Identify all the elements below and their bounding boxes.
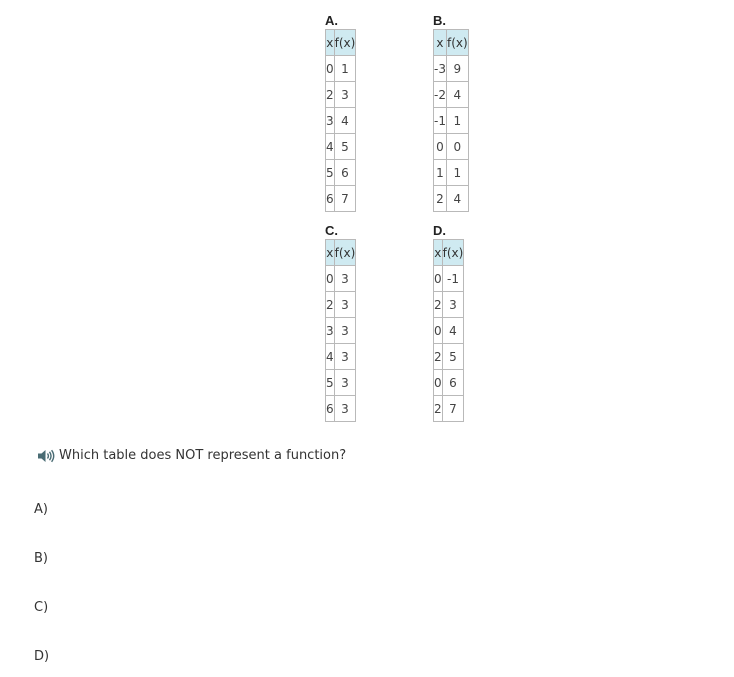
table-b-label: B.	[433, 13, 446, 28]
cell-fx: 1	[446, 160, 468, 186]
table-row	[434, 186, 469, 212]
cell-fx: 9	[446, 56, 468, 82]
table-row	[326, 160, 356, 186]
cell-fx: 7	[442, 396, 464, 422]
table-header-row	[326, 30, 356, 56]
cell-fx: 7	[334, 186, 356, 212]
table-row	[434, 82, 469, 108]
cell-x: 2	[434, 396, 443, 422]
cell-x: -3	[434, 56, 447, 82]
cell-fx: 3	[334, 318, 356, 344]
table-row	[434, 56, 469, 82]
cell-x: 2	[434, 344, 443, 370]
cell-fx: 5	[334, 134, 356, 160]
column-header-fx: f(x)	[442, 240, 464, 266]
table-row	[434, 370, 464, 396]
cell-x: 1	[434, 160, 447, 186]
answer-choice-c[interactable]: C)	[34, 600, 49, 615]
cell-fx: 3	[334, 344, 356, 370]
table-row	[434, 318, 464, 344]
cell-fx: 1	[334, 56, 356, 82]
table-c-label: C.	[325, 223, 338, 238]
cell-x: 2	[326, 82, 335, 108]
table-a	[325, 29, 356, 212]
cell-fx: 5	[442, 344, 464, 370]
table-d	[433, 239, 464, 422]
cell-fx: -1	[442, 266, 464, 292]
cell-fx: 3	[334, 266, 356, 292]
cell-x: 6	[326, 186, 335, 212]
table-row	[326, 318, 356, 344]
cell-fx: 3	[334, 370, 356, 396]
cell-fx: 0	[446, 134, 468, 160]
table-row	[434, 108, 469, 134]
table-row	[434, 134, 469, 160]
column-header-fx: f(x)	[446, 30, 468, 56]
cell-x: 0	[434, 370, 443, 396]
answer-choice-b[interactable]: B)	[34, 551, 48, 566]
cell-x: -1	[434, 108, 447, 134]
cell-x: 2	[434, 186, 447, 212]
cell-x: 4	[326, 344, 335, 370]
table-row	[326, 56, 356, 82]
cell-fx: 3	[334, 396, 356, 422]
table-d-label: D.	[433, 223, 446, 238]
cell-x: 0	[434, 266, 443, 292]
cell-x: 0	[326, 56, 335, 82]
answer-choice-a[interactable]: A)	[34, 502, 48, 517]
cell-fx: 3	[334, 292, 356, 318]
cell-x: 4	[326, 134, 335, 160]
table-row	[326, 108, 356, 134]
table-row	[326, 344, 356, 370]
table-row	[434, 292, 464, 318]
cell-x: 3	[326, 108, 335, 134]
cell-fx: 3	[334, 82, 356, 108]
table-row	[434, 266, 464, 292]
cell-fx: 3	[442, 292, 464, 318]
column-header-fx: f(x)	[334, 30, 356, 56]
speaker-icon[interactable]	[37, 449, 56, 463]
table-row	[326, 370, 356, 396]
table-row	[434, 396, 464, 422]
cell-fx: 6	[442, 370, 464, 396]
question-text: Which table does NOT represent a function?	[59, 448, 347, 463]
table-c	[325, 239, 356, 422]
column-header-x: x	[326, 240, 335, 266]
cell-fx: 4	[446, 82, 468, 108]
table-row	[326, 134, 356, 160]
column-header-fx: f(x)	[334, 240, 356, 266]
cell-x: 6	[326, 396, 335, 422]
cell-x: 0	[326, 266, 335, 292]
cell-x: 0	[434, 318, 443, 344]
table-header-row	[326, 240, 356, 266]
table-header-row	[434, 240, 464, 266]
table-row	[326, 396, 356, 422]
cell-fx: 4	[334, 108, 356, 134]
cell-fx: 4	[442, 318, 464, 344]
cell-x: 2	[434, 292, 443, 318]
cell-x: 0	[434, 134, 447, 160]
table-a-label: A.	[325, 13, 338, 28]
table-row	[326, 266, 356, 292]
cell-x: 5	[326, 160, 335, 186]
table-row	[434, 160, 469, 186]
cell-x: -2	[434, 82, 447, 108]
question-prompt	[37, 447, 346, 465]
column-header-x: x	[434, 30, 447, 56]
table-row	[326, 292, 356, 318]
answer-choice-d[interactable]: D)	[34, 649, 50, 664]
cell-fx: 1	[446, 108, 468, 134]
cell-fx: 4	[446, 186, 468, 212]
table-row	[326, 82, 356, 108]
cell-x: 2	[326, 292, 335, 318]
cell-x: 3	[326, 318, 335, 344]
column-header-x: x	[434, 240, 443, 266]
column-header-x: x	[326, 30, 335, 56]
cell-fx: 6	[334, 160, 356, 186]
table-header-row	[434, 30, 469, 56]
table-b	[433, 29, 469, 212]
cell-x: 5	[326, 370, 335, 396]
table-row	[326, 186, 356, 212]
table-row	[434, 344, 464, 370]
